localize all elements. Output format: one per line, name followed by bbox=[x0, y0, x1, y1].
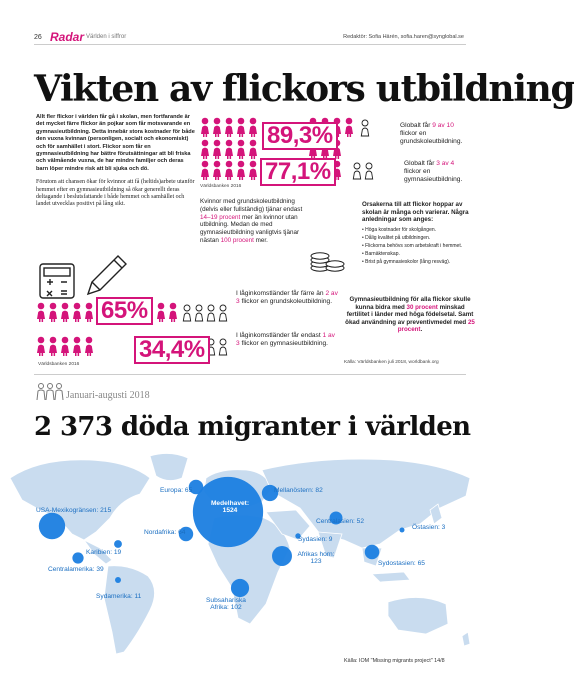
label-ostasien: Östasien: 3 bbox=[412, 524, 446, 531]
reason-item: • Brist på gymnasieskolor (lång resväg). bbox=[362, 258, 478, 266]
editor-credit: Redaktör: Sofia Härén, sofia.haren@synglobal.se bbox=[343, 34, 464, 40]
death-bubble bbox=[231, 579, 249, 597]
subsection-name: Världen i siffror bbox=[86, 34, 127, 40]
label-nordafrika: Nordafrika: 64 bbox=[144, 529, 186, 536]
world-map-svg bbox=[0, 448, 500, 660]
label-mellanostern: Mellanöstern: 82 bbox=[274, 487, 323, 494]
source-worldbank-1: Världsbanken 2016 bbox=[200, 184, 242, 189]
dropout-reasons bbox=[362, 201, 478, 266]
label-subsahariska: Subsahariska Afrika: 102 bbox=[206, 597, 246, 611]
death-bubble bbox=[114, 540, 122, 548]
label-sydamerika: Sydamerika: 11 bbox=[96, 593, 142, 600]
reasons-list bbox=[362, 226, 478, 266]
death-bubble bbox=[115, 577, 121, 583]
section-name: Radar bbox=[50, 30, 85, 44]
death-bubble bbox=[72, 552, 83, 563]
label-centralasien: Centralasien: 52 bbox=[316, 518, 365, 525]
map-source: Källa: IOM "Missing migrants project" 14/8 bbox=[344, 658, 445, 664]
period-label: Januari-augusti 2018 bbox=[66, 390, 150, 401]
section-divider bbox=[34, 374, 466, 375]
reason-item: • Flickorna behövs som arbetskraft i hemmet. bbox=[362, 242, 478, 250]
coins-icon bbox=[310, 240, 346, 279]
reason-item: • Höga kostnader för skolgången. bbox=[362, 226, 478, 234]
reasons-heading: Orsakerna till att flickor hoppar av skolan är många och varierar. Några anledningar som anges: bbox=[362, 201, 469, 224]
intro-serif: Förutom att chansen ökar för kvinnor att få (heltids)arbete utanför hemmet efter en gymnasieutbildning så ökar generellt deras deltagande i beslutsfattande i både hemmet och samhället och landet utvecklas positivt på lång sikt. bbox=[36, 179, 195, 208]
stat-lowincome-secondary-text: I låginkomstländer får endast 1 av 3 flickor en gymnasieutbildning. bbox=[236, 332, 335, 347]
world-map bbox=[0, 448, 500, 660]
header-rule bbox=[34, 44, 466, 45]
label-europa: Europa: 65 bbox=[160, 487, 193, 494]
calculator-icon bbox=[38, 262, 78, 307]
fertility-fact: Gymnasieutbildning för alla flickor skulle kunna bidra med 30 procent minskad fertilitet i länder med höga födelsetal. Samt ökad användning av preventivmedel med 25 procent. bbox=[345, 296, 475, 334]
migrants-icon bbox=[36, 382, 64, 407]
intro-text bbox=[36, 114, 196, 209]
label-sydasien: Sydasien: 9 bbox=[298, 536, 333, 543]
reason-item: • Barnäktenskap. bbox=[362, 250, 478, 258]
stat-girls-secondary-value: 77,1% bbox=[260, 158, 336, 186]
article-source: Källa: Världsbanken juli 2018, worldbank.org bbox=[344, 360, 439, 365]
income-fact: Kvinnor med grundskoleutbildning (delvis eller fullständig) tjänar endast 14–19 procent mer än kvinnor utan utbildning. Medan de med gymnasieutbildning vanligtvis tjänar nästan 100 procent mer. bbox=[200, 198, 303, 244]
page-number: 26 bbox=[34, 34, 42, 41]
stat-girls-primary-text: Globalt får 9 av 10 flickor en grundskoleutbildning. bbox=[400, 122, 463, 145]
death-bubble bbox=[400, 528, 405, 533]
label-sydostasien: Sydostasien: 65 bbox=[378, 560, 425, 567]
label-medelhavet: Medelhavet: 1524 bbox=[210, 500, 250, 514]
label-afrikas-horn: Afrikas horn: 123 bbox=[297, 551, 335, 565]
reason-item: • Dålig kvalitet på utbildningen. bbox=[362, 234, 478, 242]
article-title: Vikten av flickors utbildning bbox=[34, 68, 574, 110]
migrants-title: 2 373 döda migranter i världen bbox=[34, 412, 471, 442]
death-bubble bbox=[39, 513, 65, 539]
label-centralamerika: Centralamerika: 39 bbox=[48, 566, 104, 573]
stat-lowincome-primary-value: 65% bbox=[96, 297, 153, 325]
source-worldbank-2: Världsbanken 2016 bbox=[38, 362, 80, 367]
stat-girls-secondary-text: Globalt får 3 av 4 flickor en gymnasieutbildning. bbox=[404, 160, 463, 183]
stat-lowincome-secondary-value: 34,4% bbox=[134, 336, 210, 364]
label-karibien: Karibien: 19 bbox=[86, 549, 122, 556]
label-usa-mexiko: USA-Mexikogränsen: 215 bbox=[36, 507, 112, 514]
death-bubble bbox=[365, 545, 380, 560]
intro-bold: Allt fler flickor i världen får gå i skolan, men fortfarande är det mycket färre flickor än pojkar som får motsvarande en gymnasieutbildning. Detta innebär stora kostnader för både den vuxna kvinnan (personligen, socialt och ekonomiskt) och för samhället i stort. Flickor som får en gymnasieutbildning har bättre förutsättningar att bli friska och välmående vuxna, de har mindre familjer och deras barn löper mindre risk att bli sjuka och dö. bbox=[36, 114, 195, 172]
stat-girls-primary-value: 89,3% bbox=[262, 122, 338, 150]
stat-lowincome-primary-text: I låginkomstländer får färre än 2 av 3 flickor en grundskoleutbildning. bbox=[236, 290, 338, 305]
